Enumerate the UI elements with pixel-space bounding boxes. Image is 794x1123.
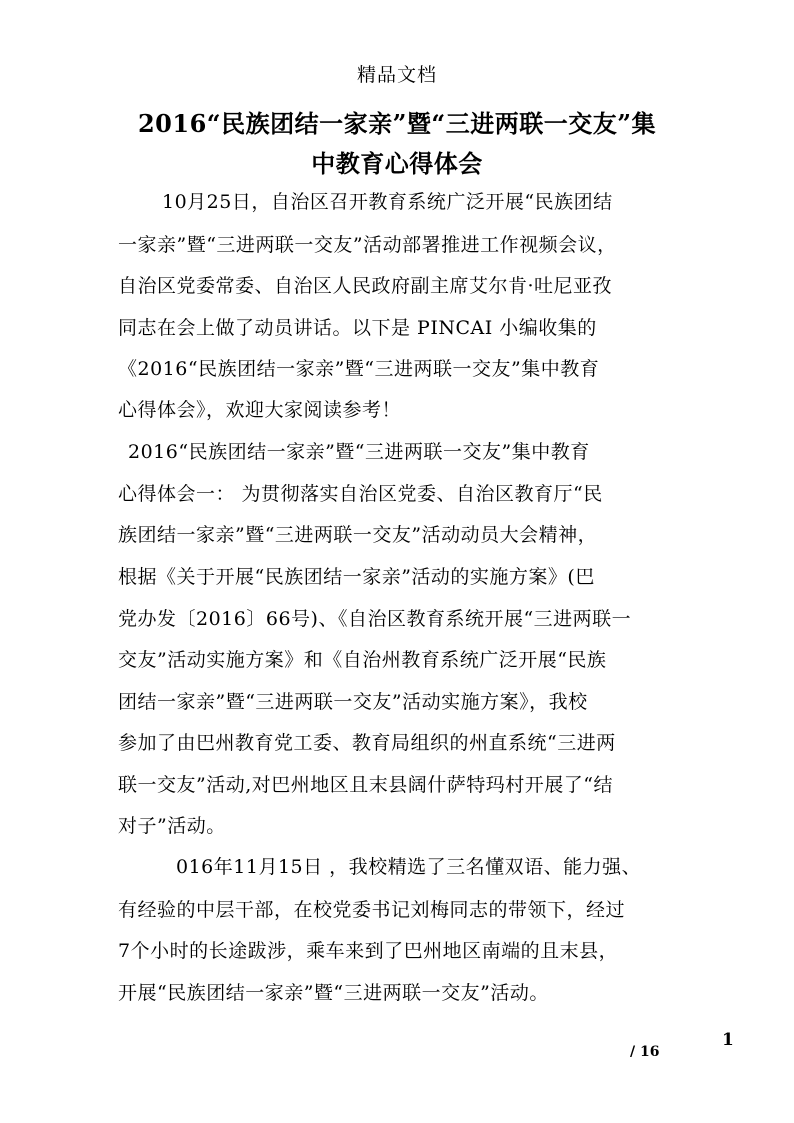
body-line: 根据《关于开展“民族团结一家亲”活动的实施方案》(巴	[118, 566, 595, 588]
page-header: 精品文档	[356, 64, 437, 86]
body-line: 对子”活动。	[118, 815, 226, 837]
body-line: 族团结一家亲”暨“三进两联一交友”活动动员大会精神，	[118, 524, 598, 546]
body-line: 参加了由巴州教育党工委、教育局组织的州直系统“三进两	[118, 732, 616, 754]
body-line: 《2016“民族团结一家亲”暨“三进两联一交友”集中教育	[118, 358, 600, 380]
body-line: 7个小时的长途跋涉，乘车来到了巴州地区南端的且末县，	[118, 940, 619, 962]
document-title-line-1: 2016“民族团结一家亲”暨“三进两联一交友”集	[137, 109, 656, 138]
body-line: 心得体会》，欢迎大家阅读参考！	[118, 399, 402, 421]
body-line: 有经验的中层干部，在校党委书记刘梅同志的带领下，经过	[118, 899, 626, 921]
body-line: 党办发〔2016〕66号)、《自治区教育系统开展“三进两联一	[118, 608, 632, 630]
page-total: / 16	[630, 1044, 660, 1060]
body-line: 自治区党委常委、自治区人民政府副主席艾尔肯·吐尼亚孜	[118, 275, 613, 297]
body-line: 心得体会一： 为贯彻落实自治区党委、自治区教育厅“民	[118, 483, 603, 505]
document-title-line-2: 中教育心得体会	[311, 149, 483, 178]
body-line: 联一交友”活动,对巴州地区且末县阔什萨特玛村开展了“结	[118, 774, 613, 796]
body-line: 团结一家亲”暨“三进两联一交友”活动实施方案》，我校	[118, 691, 588, 713]
body-line: 10月25日，自治区召开教育系统广泛开展“民族团结	[162, 191, 613, 213]
body-line: 交友”活动实施方案》和《自治州教育系统广泛开展“民族	[118, 649, 607, 671]
body-line: 2016“民族团结一家亲”暨“三进两联一交友”集中教育	[128, 441, 590, 463]
page-number: 1	[722, 1030, 734, 1050]
body-line: 开展“民族团结一家亲”暨“三进两联一交友”活动。	[118, 982, 549, 1004]
body-line: 同志在会上做了动员讲话。以下是 PINCAI 小编收集的	[118, 317, 597, 339]
body-line: 016年11月15日 ，我校精选了三名懂双语、能力强、	[176, 856, 642, 878]
body-line: 一家亲”暨“三进两联一交友”活动部署推进工作视频会议，	[118, 234, 617, 256]
